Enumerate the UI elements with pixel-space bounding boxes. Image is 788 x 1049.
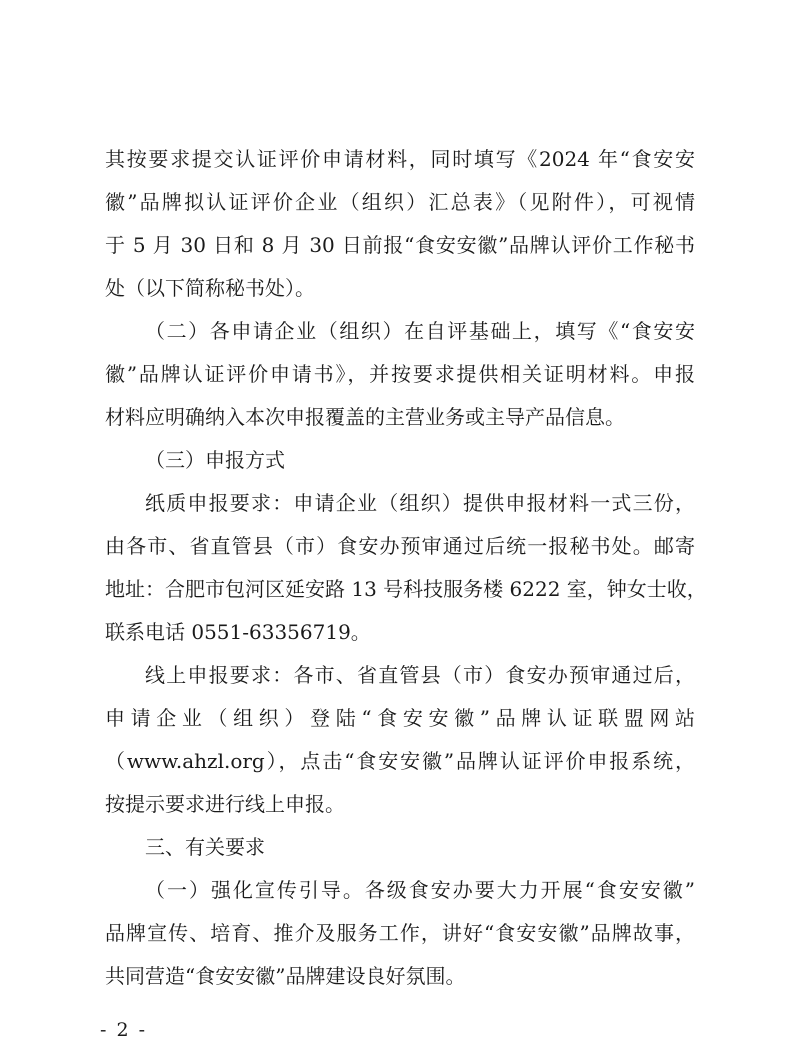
section-heading: （三）申报方式 (145, 448, 285, 472)
text-line: 联系电话 0551-63356719。 (105, 620, 371, 644)
text-line: 由各市、省直管县（市）食安办预审通过后统一报秘书处。邮寄 (105, 534, 695, 558)
text-line: 于 5 月 30 日和 8 月 30 日前报“食安安徽”品牌认评价工作秘书 (105, 233, 695, 257)
body-text (105, 138, 707, 998)
text-line: （二）各申请企业（组织）在自评基础上，填写《“食安安 (145, 319, 695, 343)
text-line: 处（以下简称秘书处）。 (105, 276, 315, 300)
text-line: 其按要求提交认证评价申请材料，同时填写《2024 年“食安安 (105, 147, 695, 171)
text-line: 材料应明确纳入本次申报覆盖的主营业务或主导产品信息。 (105, 405, 625, 429)
text-line: 地址：合肥市包河区延安路 13 号科技服务楼 6222 室，钟女士收， (105, 577, 707, 601)
text-line: 品牌宣传、培育、推介及服务工作，讲好“食安安徽”品牌故事， (105, 921, 695, 945)
text-line: 纸质申报要求：申请企业（组织）提供申报材料一式三份， (145, 491, 695, 515)
page-number: - 2 - (100, 1019, 148, 1041)
text-line: 徽”品牌认证评价申请书》，并按要求提供相关证明材料。申报 (105, 362, 695, 386)
text-line: （一）强化宣传引导。各级食安办要大力开展“食安安徽” (145, 878, 695, 902)
section-heading: 三、有关要求 (145, 835, 265, 859)
text-line: 徽”品牌拟认证评价企业（组织）汇总表》（见附件），可视情 (105, 190, 695, 214)
text-line: 线上申报要求：各市、省直管县（市）食安办预审通过后， (145, 663, 695, 687)
text-line: （www.ahzl.org），点击“食安安徽”品牌认证评价申报系统， (105, 749, 695, 773)
text-line: 申请企业（组织）登陆“食安安徽”品牌认证联盟网站 (105, 706, 695, 730)
text-line: 共同营造“食安安徽”品牌建设良好氛围。 (105, 964, 466, 988)
text-line: 按提示要求进行线上申报。 (105, 792, 345, 816)
